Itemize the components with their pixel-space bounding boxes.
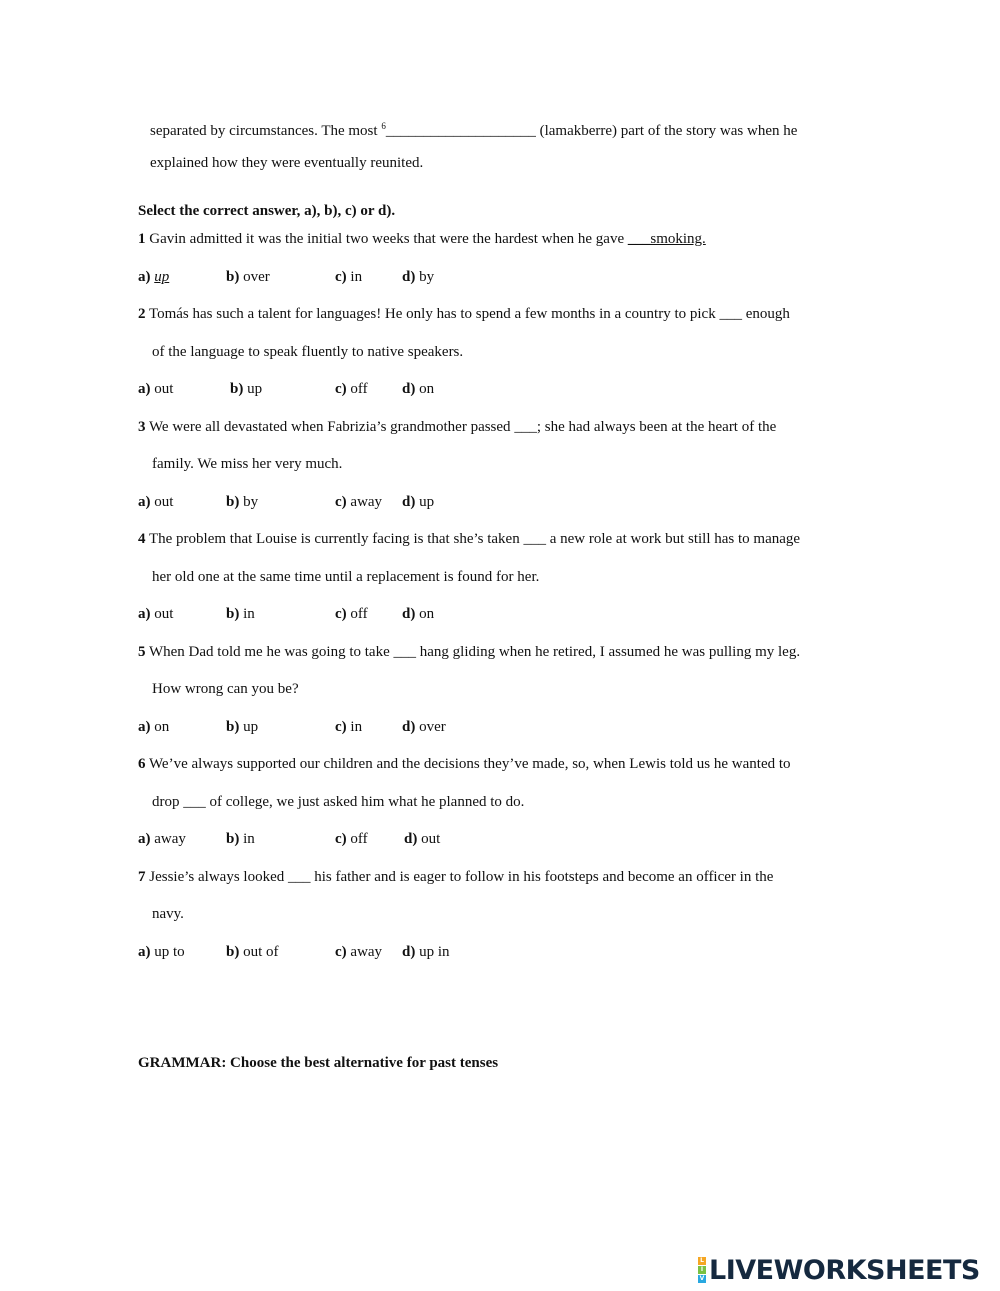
question-text: We were all devastated when Fabrizia’s grandmother passed: [145, 419, 515, 435]
logo-blocks-icon: [698, 1257, 706, 1283]
option-b[interactable]: b) in: [226, 831, 255, 847]
option-a[interactable]: a) out: [138, 381, 174, 397]
option-c[interactable]: c) in: [335, 719, 363, 735]
question-7-cont: navy.: [152, 906, 184, 922]
question-text: of college, we just asked him what he planned to do.: [205, 794, 525, 810]
question-3: [138, 418, 776, 436]
logo-block: V: [699, 1275, 705, 1282]
gap-blank-6[interactable]: ____________________: [385, 123, 536, 139]
question-text: ; she had always been at the heart of the: [536, 419, 777, 435]
question-number: 2: [138, 306, 146, 322]
logo-block: I: [698, 1266, 706, 1274]
option-a[interactable]: a) out: [138, 494, 174, 510]
question-number: 3: [138, 419, 146, 435]
option-c[interactable]: c) away: [335, 944, 383, 960]
question-2: [138, 305, 790, 323]
question-1: [138, 230, 706, 248]
question-4-cont: her old one at the same time until a replacement is found for her.: [152, 569, 540, 585]
option-d[interactable]: d) on: [402, 381, 435, 397]
question-3-cont: family. We miss her very much.: [152, 456, 343, 472]
section-heading: Select the correct answer, a), b), c) or d).: [138, 203, 396, 219]
logo-text: LIVEWORKSHEETS: [709, 1254, 980, 1286]
question-text: Jessie’s always looked: [145, 869, 288, 885]
question-text: his father and is eager to follow in his footsteps and become an officer in the: [310, 869, 774, 885]
option-b[interactable]: b) by: [226, 494, 259, 510]
question-7: [138, 868, 773, 886]
option-b[interactable]: b) out of: [226, 944, 279, 960]
answer-blank[interactable]: ___: [523, 531, 546, 547]
option-a[interactable]: a) up: [138, 269, 170, 285]
question-2-cont: of the language to speak fluently to native speakers.: [152, 344, 464, 360]
question-6: [138, 755, 791, 773]
question-5-cont: How wrong can you be?: [152, 681, 299, 697]
question-text: Gavin admitted it was the initial two weeks that were the hardest when he gave: [145, 231, 628, 247]
question-text: The problem that Louise is currently facing is that she’s taken: [145, 531, 524, 547]
option-c[interactable]: c) off: [335, 606, 368, 622]
option-a[interactable]: a) on: [138, 719, 170, 735]
question-4: [138, 530, 800, 548]
question-number: 5: [138, 644, 146, 660]
answer-blank[interactable]: ___: [287, 869, 311, 885]
question-text: When Dad told me he was going to take: [145, 644, 394, 660]
question-5: [138, 643, 800, 661]
intro-text: separated by circumstances. The most: [150, 123, 382, 139]
option-a[interactable]: a) out: [138, 606, 174, 622]
option-d[interactable]: d) over: [402, 719, 446, 735]
option-d[interactable]: d) up: [402, 494, 435, 510]
option-c[interactable]: c) in: [335, 269, 363, 285]
question-text: drop: [152, 794, 184, 810]
option-b[interactable]: b) up: [230, 381, 263, 397]
question-number: 4: [138, 531, 146, 547]
option-a[interactable]: a) up to: [138, 944, 185, 960]
question-6-cont: [152, 793, 524, 811]
answer-blank[interactable]: ___: [719, 306, 742, 322]
question-number: 6: [138, 756, 146, 772]
answer-blank[interactable]: ___: [183, 794, 206, 810]
question-text: a new role at work but still has to manage: [545, 531, 801, 547]
question-number: 7: [138, 869, 146, 885]
option-d[interactable]: d) on: [402, 606, 435, 622]
intro-text: (lamakberre) part of the story was when he: [535, 123, 798, 139]
question-text: We’ve always supported our children and the decisions they’ve made, so, when Lewis told us he wanted to: [145, 756, 791, 772]
option-c[interactable]: c) off: [335, 381, 368, 397]
option-b[interactable]: b) up: [226, 719, 259, 735]
grammar-heading: GRAMMAR: Choose the best alternative for past tenses: [138, 1055, 499, 1071]
liveworksheets-logo: [698, 1256, 980, 1284]
option-b[interactable]: b) over: [226, 269, 270, 285]
intro-line-1: [150, 117, 797, 140]
question-text: hang gliding when he retired, I assumed he was pulling my leg.: [416, 644, 801, 660]
option-c[interactable]: c) away: [335, 494, 383, 510]
answer-blank[interactable]: ___: [514, 419, 537, 435]
question-number: 1: [138, 231, 146, 247]
footnote-number: 6: [381, 121, 386, 131]
intro-line-2: explained how they were eventually reunited.: [150, 155, 424, 171]
option-d[interactable]: d) by: [402, 269, 435, 285]
answer-blank[interactable]: ___smoking.: [627, 231, 706, 247]
question-text: Tomás has such a talent for languages! He only has to spend a few months in a country to pick: [145, 306, 720, 322]
option-d[interactable]: d) out: [404, 831, 441, 847]
option-d[interactable]: d) up in: [402, 944, 450, 960]
option-b[interactable]: b) in: [226, 606, 255, 622]
question-text: enough: [741, 306, 790, 322]
option-a[interactable]: a) away: [138, 831, 186, 847]
option-c[interactable]: c) off: [335, 831, 368, 847]
logo-block: L: [698, 1257, 706, 1265]
answer-blank[interactable]: ___: [393, 644, 416, 660]
